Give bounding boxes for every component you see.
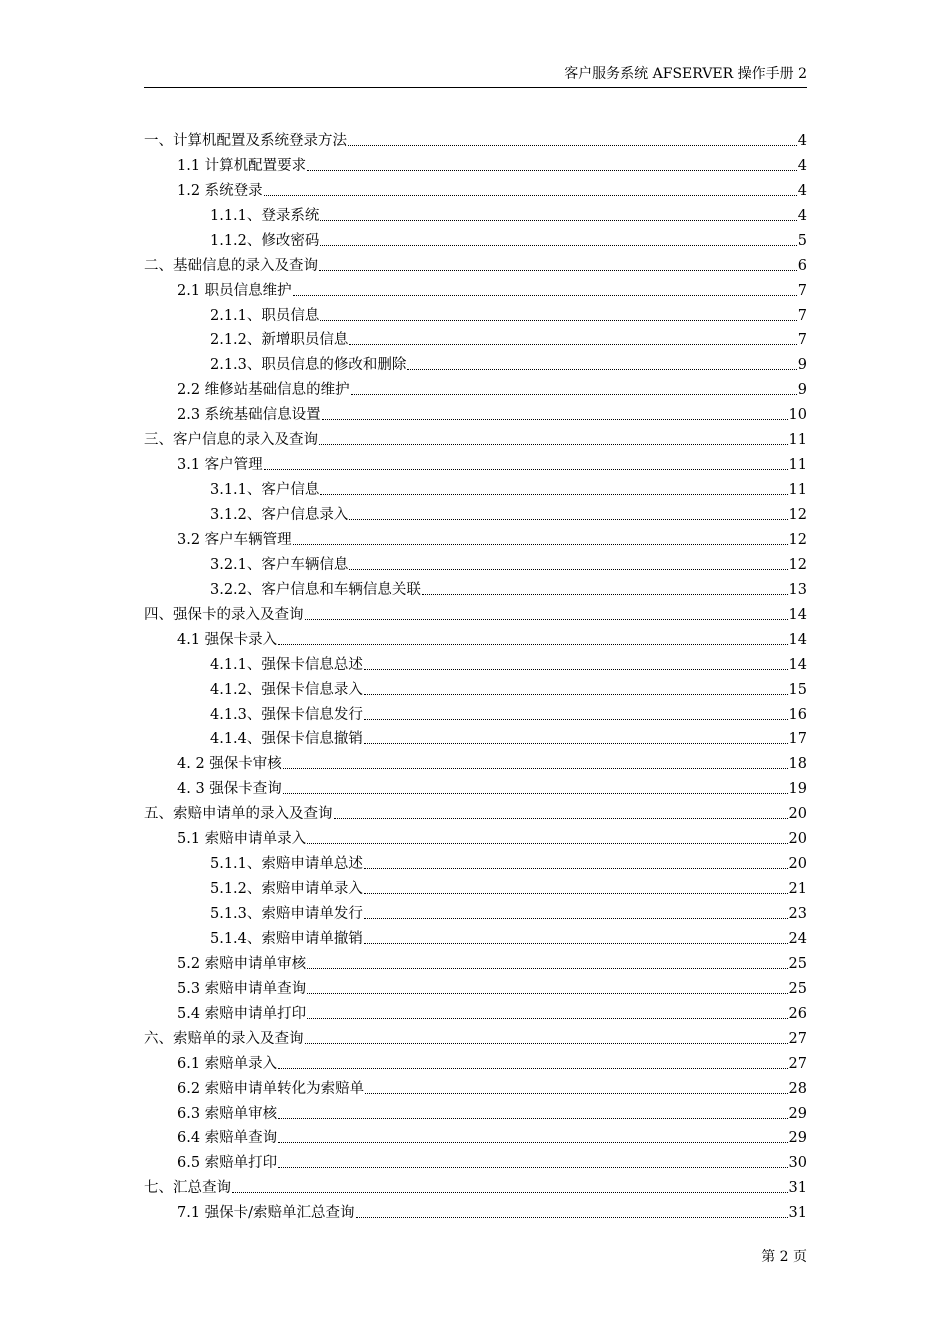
toc-dot-leader xyxy=(320,245,796,246)
toc-entry-title: 三、客户信息的录入及查询 xyxy=(144,432,318,449)
toc-entry-title: 5.4 索赔申请单打印 xyxy=(177,1005,307,1022)
toc-dot-leader xyxy=(278,1167,787,1168)
toc-entry-title: 5.1 索赔申请单录入 xyxy=(177,831,307,848)
toc-entry[interactable] xyxy=(144,424,807,449)
toc-entry-page-number: 28 xyxy=(788,1080,807,1097)
toc-dot-leader xyxy=(349,344,796,345)
toc-entry-page-number: 15 xyxy=(788,681,807,698)
toc-dot-leader xyxy=(422,594,788,595)
toc-entry-page-number: 20 xyxy=(788,806,807,823)
toc-entry[interactable] xyxy=(144,674,807,699)
toc-entry-page-number: 18 xyxy=(788,756,807,773)
toc-entry-title: 3.1 客户管理 xyxy=(177,457,263,474)
toc-dot-leader xyxy=(364,669,788,670)
page-header: 客户服务系统 AFSERVER 操作手册 2 xyxy=(564,66,807,82)
toc-entry-page-number: 27 xyxy=(788,1055,807,1072)
toc-entry[interactable] xyxy=(144,1048,807,1073)
toc-entry-title: 五、索赔申请单的录入及查询 xyxy=(144,806,333,823)
toc-entry[interactable] xyxy=(144,225,807,250)
toc-entry-title: 5.1.3、索赔申请单发行 xyxy=(210,906,363,922)
toc-entry-page-number: 31 xyxy=(788,1205,807,1222)
toc-dot-leader xyxy=(278,1142,787,1143)
toc-dot-leader xyxy=(283,793,788,794)
toc-entry[interactable] xyxy=(144,748,807,773)
toc-dot-leader xyxy=(278,1068,787,1069)
toc-entry-title: 4. 3 强保卡查询 xyxy=(177,781,282,798)
toc-dot-leader xyxy=(320,220,796,221)
toc-entry-title: 六、索赔单的录入及查询 xyxy=(144,1030,304,1047)
toc-entry[interactable] xyxy=(144,200,807,225)
toc-entry-title: 2.1.1、职员信息 xyxy=(210,307,320,324)
toc-entry[interactable] xyxy=(144,1197,807,1222)
toc-entry-page-number: 25 xyxy=(788,980,807,997)
toc-dot-leader xyxy=(364,893,788,894)
toc-entry[interactable] xyxy=(144,275,807,300)
toc-entry-title: 6.2 索赔申请单转化为索赔单 xyxy=(177,1080,365,1097)
toc-entry-page-number: 21 xyxy=(788,881,807,898)
header-divider xyxy=(144,87,807,88)
toc-entry-title: 2.1.3、职员信息的修改和删除 xyxy=(210,357,407,374)
toc-dot-leader xyxy=(364,719,788,720)
toc-entry[interactable] xyxy=(144,948,807,973)
toc-entry-page-number: 20 xyxy=(788,831,807,848)
toc-entry-title: 6.3 索赔单审核 xyxy=(177,1105,278,1122)
toc-entry[interactable] xyxy=(144,1098,807,1123)
toc-dot-leader xyxy=(278,644,787,645)
toc-entry[interactable] xyxy=(144,374,807,399)
toc-entry-title: 1.1.2、修改密码 xyxy=(210,232,320,249)
toc-entry-page-number: 20 xyxy=(788,856,807,873)
toc-dot-leader xyxy=(264,469,788,470)
toc-entry-page-number: 24 xyxy=(788,930,807,947)
toc-entry[interactable] xyxy=(144,973,807,998)
toc-entry[interactable] xyxy=(144,549,807,574)
toc-entry[interactable] xyxy=(144,300,807,325)
toc-entry-title: 2.1 职员信息维护 xyxy=(177,282,292,299)
toc-entry[interactable] xyxy=(144,349,807,374)
toc-entry-page-number: 12 xyxy=(788,507,807,523)
toc-entry-page-number: 29 xyxy=(788,1105,807,1122)
toc-dot-leader xyxy=(320,320,796,321)
toc-entry-page-number: 6 xyxy=(797,257,807,274)
toc-dot-leader xyxy=(322,419,788,420)
toc-entry-title: 3.1.2、客户信息录入 xyxy=(210,507,349,523)
toc-dot-leader xyxy=(364,918,788,919)
toc-entry[interactable] xyxy=(144,1123,807,1148)
toc-entry-page-number: 12 xyxy=(788,531,807,548)
toc-dot-leader xyxy=(264,195,797,196)
toc-entry-title: 5.1.4、索赔申请单撤销 xyxy=(210,930,363,947)
toc-dot-leader xyxy=(307,968,787,969)
page-footer: 第 2 页 xyxy=(761,1249,807,1265)
table-of-contents xyxy=(144,125,807,1222)
toc-entry-title: 5.1.2、索赔申请单录入 xyxy=(210,881,363,898)
toc-entry[interactable] xyxy=(144,449,807,474)
toc-entry[interactable] xyxy=(144,873,807,898)
toc-entry[interactable] xyxy=(144,1023,807,1048)
toc-entry-page-number: 5 xyxy=(797,232,807,249)
toc-dot-leader xyxy=(307,170,797,171)
toc-entry[interactable] xyxy=(144,724,807,749)
toc-dot-leader xyxy=(232,1192,788,1193)
toc-entry-title: 3.2 客户车辆管理 xyxy=(177,531,292,548)
toc-entry-title: 6.5 索赔单打印 xyxy=(177,1155,278,1172)
toc-dot-leader xyxy=(364,943,788,944)
toc-entry[interactable] xyxy=(144,250,807,275)
toc-entry-title: 4.1.1、强保卡信息总述 xyxy=(210,656,363,673)
toc-dot-leader xyxy=(307,843,787,844)
toc-entry[interactable] xyxy=(144,150,807,175)
toc-entry-page-number: 4 xyxy=(797,132,807,149)
toc-entry[interactable] xyxy=(144,499,807,524)
toc-entry-page-number: 9 xyxy=(797,357,807,374)
toc-entry-page-number: 19 xyxy=(788,781,807,798)
toc-entry-page-number: 13 xyxy=(788,581,807,598)
toc-entry-page-number: 23 xyxy=(788,906,807,922)
toc-entry[interactable] xyxy=(144,823,807,848)
toc-entry-title: 4.1.3、强保卡信息发行 xyxy=(210,706,363,723)
toc-dot-leader xyxy=(364,868,788,869)
toc-entry-page-number: 4 xyxy=(797,157,807,174)
toc-entry[interactable] xyxy=(144,599,807,624)
toc-entry-page-number: 4 xyxy=(797,182,807,199)
toc-dot-leader xyxy=(305,619,788,620)
toc-entry-title: 七、汇总查询 xyxy=(144,1180,231,1197)
toc-entry-page-number: 7 xyxy=(797,282,807,299)
toc-entry[interactable] xyxy=(144,574,807,599)
toc-entry-page-number: 14 xyxy=(788,631,807,648)
toc-entry[interactable] xyxy=(144,773,807,798)
toc-dot-leader xyxy=(348,145,797,146)
toc-dot-leader xyxy=(349,569,787,570)
toc-entry[interactable] xyxy=(144,1172,807,1197)
toc-entry-title: 6.4 索赔单查询 xyxy=(177,1130,278,1147)
toc-entry-title: 4.1.4、强保卡信息撤销 xyxy=(210,731,363,748)
toc-entry-title: 7.1 强保卡/索赔单汇总查询 xyxy=(177,1205,355,1222)
toc-entry[interactable] xyxy=(144,1073,807,1098)
toc-dot-leader xyxy=(307,993,787,994)
toc-entry[interactable] xyxy=(144,399,807,424)
toc-entry-title: 2.2 维修站基础信息的维护 xyxy=(177,382,350,399)
toc-entry[interactable] xyxy=(144,125,807,150)
toc-entry[interactable] xyxy=(144,474,807,499)
toc-dot-leader xyxy=(365,1093,787,1094)
toc-entry-page-number: 17 xyxy=(788,731,807,748)
toc-dot-leader xyxy=(356,1217,788,1218)
toc-entry-page-number: 27 xyxy=(788,1030,807,1047)
toc-entry[interactable] xyxy=(144,1147,807,1172)
toc-entry-page-number: 31 xyxy=(788,1180,807,1197)
toc-entry-page-number: 30 xyxy=(788,1155,807,1172)
toc-entry-title: 一、计算机配置及系统登录方法 xyxy=(144,132,347,149)
toc-entry-title: 6.1 索赔单录入 xyxy=(177,1055,278,1072)
toc-entry-title: 1.1.1、登录系统 xyxy=(210,207,320,224)
toc-entry-page-number: 11 xyxy=(788,482,807,499)
toc-entry[interactable] xyxy=(144,923,807,948)
toc-entry-page-number: 11 xyxy=(788,457,807,474)
toc-entry-title: 二、基础信息的录入及查询 xyxy=(144,257,318,274)
toc-entry[interactable] xyxy=(144,898,807,923)
toc-dot-leader xyxy=(278,1118,787,1119)
toc-entry-title: 2.3 系统基础信息设置 xyxy=(177,407,321,424)
toc-entry[interactable] xyxy=(144,798,807,823)
toc-dot-leader xyxy=(364,743,788,744)
toc-entry-title: 3.2.1、客户车辆信息 xyxy=(210,556,349,573)
toc-entry-page-number: 26 xyxy=(788,1005,807,1022)
toc-entry-title: 3.1.1、客户信息 xyxy=(210,482,320,499)
toc-dot-leader xyxy=(407,369,796,370)
toc-dot-leader xyxy=(351,394,797,395)
toc-dot-leader xyxy=(293,544,788,545)
toc-entry-page-number: 7 xyxy=(797,307,807,324)
toc-entry-title: 1.1 计算机配置要求 xyxy=(177,157,307,174)
toc-dot-leader xyxy=(334,818,788,819)
toc-dot-leader xyxy=(307,1018,787,1019)
toc-entry-page-number: 14 xyxy=(788,606,807,623)
toc-entry[interactable] xyxy=(144,649,807,674)
toc-entry-page-number: 25 xyxy=(788,955,807,972)
toc-dot-leader xyxy=(305,1043,788,1044)
toc-entry-page-number: 11 xyxy=(788,432,807,449)
toc-entry-title: 5.1.1、索赔申请单总述 xyxy=(210,856,363,873)
toc-dot-leader xyxy=(283,768,788,769)
toc-dot-leader xyxy=(319,270,797,271)
toc-entry-page-number: 4 xyxy=(797,207,807,224)
toc-entry[interactable] xyxy=(144,175,807,200)
toc-entry-title: 4.1.2、强保卡信息录入 xyxy=(210,681,363,698)
toc-dot-leader xyxy=(364,694,788,695)
toc-entry[interactable] xyxy=(144,699,807,724)
toc-entry[interactable] xyxy=(144,624,807,649)
toc-entry[interactable] xyxy=(144,325,807,350)
toc-entry-title: 4. 2 强保卡审核 xyxy=(177,756,282,773)
toc-entry-page-number: 10 xyxy=(788,407,807,424)
toc-entry-page-number: 14 xyxy=(788,656,807,673)
toc-entry[interactable] xyxy=(144,998,807,1023)
toc-entry-title: 1.2 系统登录 xyxy=(177,182,263,199)
toc-entry-title: 3.2.2、客户信息和车辆信息关联 xyxy=(210,581,421,598)
toc-entry-title: 5.3 索赔申请单查询 xyxy=(177,980,307,997)
toc-entry-title: 5.2 索赔申请单审核 xyxy=(177,955,307,972)
toc-entry-title: 四、强保卡的录入及查询 xyxy=(144,606,304,623)
toc-entry-page-number: 16 xyxy=(788,706,807,723)
toc-dot-leader xyxy=(293,295,797,296)
toc-entry-page-number: 29 xyxy=(788,1130,807,1147)
toc-entry-title: 2.1.2、新增职员信息 xyxy=(210,332,349,349)
toc-entry[interactable] xyxy=(144,524,807,549)
toc-entry[interactable] xyxy=(144,848,807,873)
toc-dot-leader xyxy=(319,444,788,445)
toc-entry-page-number: 7 xyxy=(797,332,807,349)
toc-dot-leader xyxy=(349,519,787,520)
toc-entry-title: 4.1 强保卡录入 xyxy=(177,631,278,648)
toc-entry-page-number: 12 xyxy=(788,556,807,573)
toc-entry-page-number: 9 xyxy=(797,382,807,399)
toc-dot-leader xyxy=(320,494,787,495)
